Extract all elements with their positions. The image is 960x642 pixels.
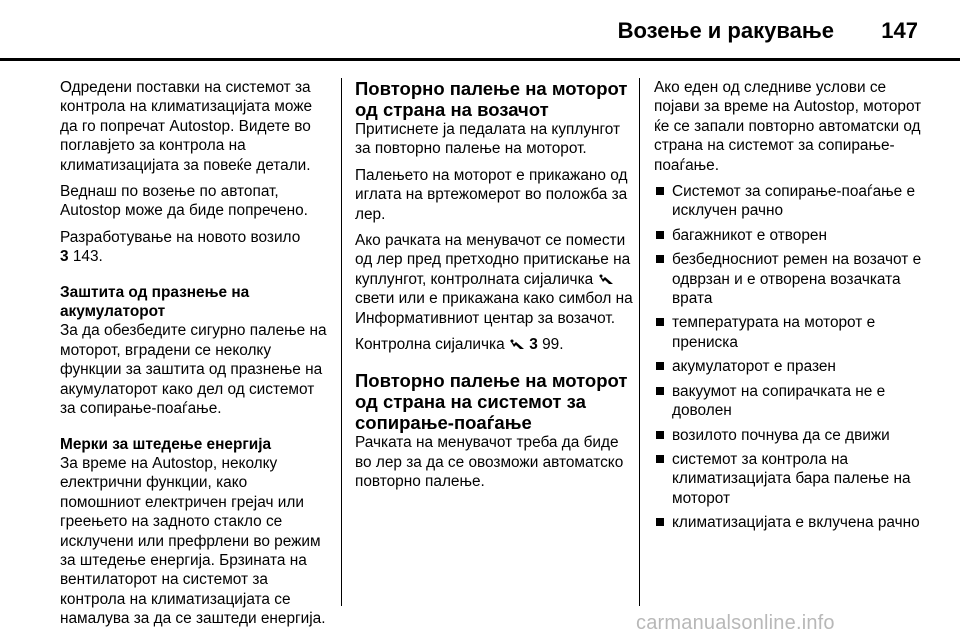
bullet-square-icon: [656, 518, 664, 526]
paragraph-text: Контролна сијаличка: [355, 336, 505, 354]
column-right: [654, 78, 922, 538]
column-separator: [341, 78, 342, 606]
paragraph: За да обезбедите сигурно палење на моторот, вградени се неколку функции за заштита од празнење на акумулаторот како дел од системот за сопирање-поаѓање.: [60, 322, 327, 418]
paragraph-text: свети или е прикажана како симбол на Информативниот центар за возачот.: [355, 290, 633, 327]
list-item: акумулаторот е празен: [654, 357, 922, 376]
paragraph: [355, 231, 635, 328]
paragraph: Рачката на менувачот треба да биде во лер за да се овозможи автоматско повторно палење.: [355, 434, 624, 491]
list-item: возилото почнува да се движи: [654, 426, 922, 445]
list-item: багажникот е отворен: [654, 226, 922, 245]
bullet-square-icon: [656, 362, 664, 370]
list-item: температурата на моторот е прениска: [654, 313, 922, 352]
watermark: carmanualsonline.info: [636, 612, 835, 634]
paragraph: [60, 228, 328, 267]
page-reference-link[interactable]: 99.: [542, 336, 564, 354]
list-item: Системот за сопирање-поаѓање е исклучен рачно: [654, 182, 922, 221]
page-reference-link[interactable]: 143.: [72, 248, 103, 266]
section-heading: Заштита од празнење на акумулаторот: [60, 283, 250, 321]
bullet-square-icon: [656, 231, 664, 239]
header-rule: [0, 58, 960, 61]
column-separator: [639, 78, 640, 606]
bullet-square-icon: [656, 187, 664, 195]
autostop-lamp-icon: [509, 338, 525, 350]
reference-arrow-icon: 3: [60, 248, 69, 266]
page-number: 147: [881, 18, 918, 43]
column-middle: [355, 78, 635, 499]
bullet-square-icon: [656, 455, 664, 463]
paragraph-text: Ако рачката на менувачот се помести од лер пред претходно притискање на куплунгот, контролната сијаличка: [355, 232, 631, 288]
list-item: системот за контрола на климатизацијата бара палење на моторот: [654, 450, 922, 508]
list-item: вакуумот на сопирачката не е доволен: [654, 382, 922, 421]
reference-arrow-icon: 3: [529, 336, 538, 354]
section-heading: Мерки за штедење енергија: [60, 435, 272, 453]
list-item: климатизацијата е вклучена рачно: [654, 513, 922, 532]
paragraph: Палењето на моторот е прикажано од иглата на вртежомерот во положба за лер.: [355, 166, 628, 223]
bullet-square-icon: [656, 387, 664, 395]
paragraph: Одредени поставки на системот за контрола на климатизацијата може да го попречат Autostop. Видете во поглавјето за контрола на климатизацијата за повеќе детали.: [60, 79, 313, 174]
paragraph: Веднаш по возење по автопат, Autostop може да биде попречено.: [60, 183, 308, 220]
bullet-square-icon: [656, 431, 664, 439]
reference-text: Разработување на новото возило: [60, 228, 301, 246]
list-item: безбедносниот ремен на возачот е одврзан и е отворена возачката врата: [654, 250, 922, 308]
section-heading: Повторно палење на моторот од страна на системот за сопирање-поаѓање: [355, 370, 628, 434]
condition-list: [654, 182, 922, 533]
paragraph: Притиснете ја педалата на куплунгот за повторно палење на моторот.: [355, 121, 621, 158]
bullet-square-icon: [656, 318, 664, 326]
page-header-title: Возење и ракување: [617, 18, 834, 43]
section-heading: Повторно палење на моторот од страна на возачот: [355, 78, 628, 120]
paragraph: Ако еден од следниве услови се појави за време на Autostop, моторот ќе се запали повторно автоматски од страна на системот за сопирање-поаѓање.: [654, 79, 922, 174]
paragraph: За време на Autostop, неколку електрични функции, како помошниот електричен грејач или греењето на задното стакло се исклучени или префрлени во режим за штедење енергија. Брзината на вентилаторот на системот за контрола на климатизацијата се намалува за да се заштеди енергија.: [60, 454, 326, 628]
paragraph: [355, 335, 635, 354]
bullet-square-icon: [656, 255, 664, 263]
column-left: [60, 78, 328, 636]
autostop-lamp-icon: [598, 273, 614, 285]
